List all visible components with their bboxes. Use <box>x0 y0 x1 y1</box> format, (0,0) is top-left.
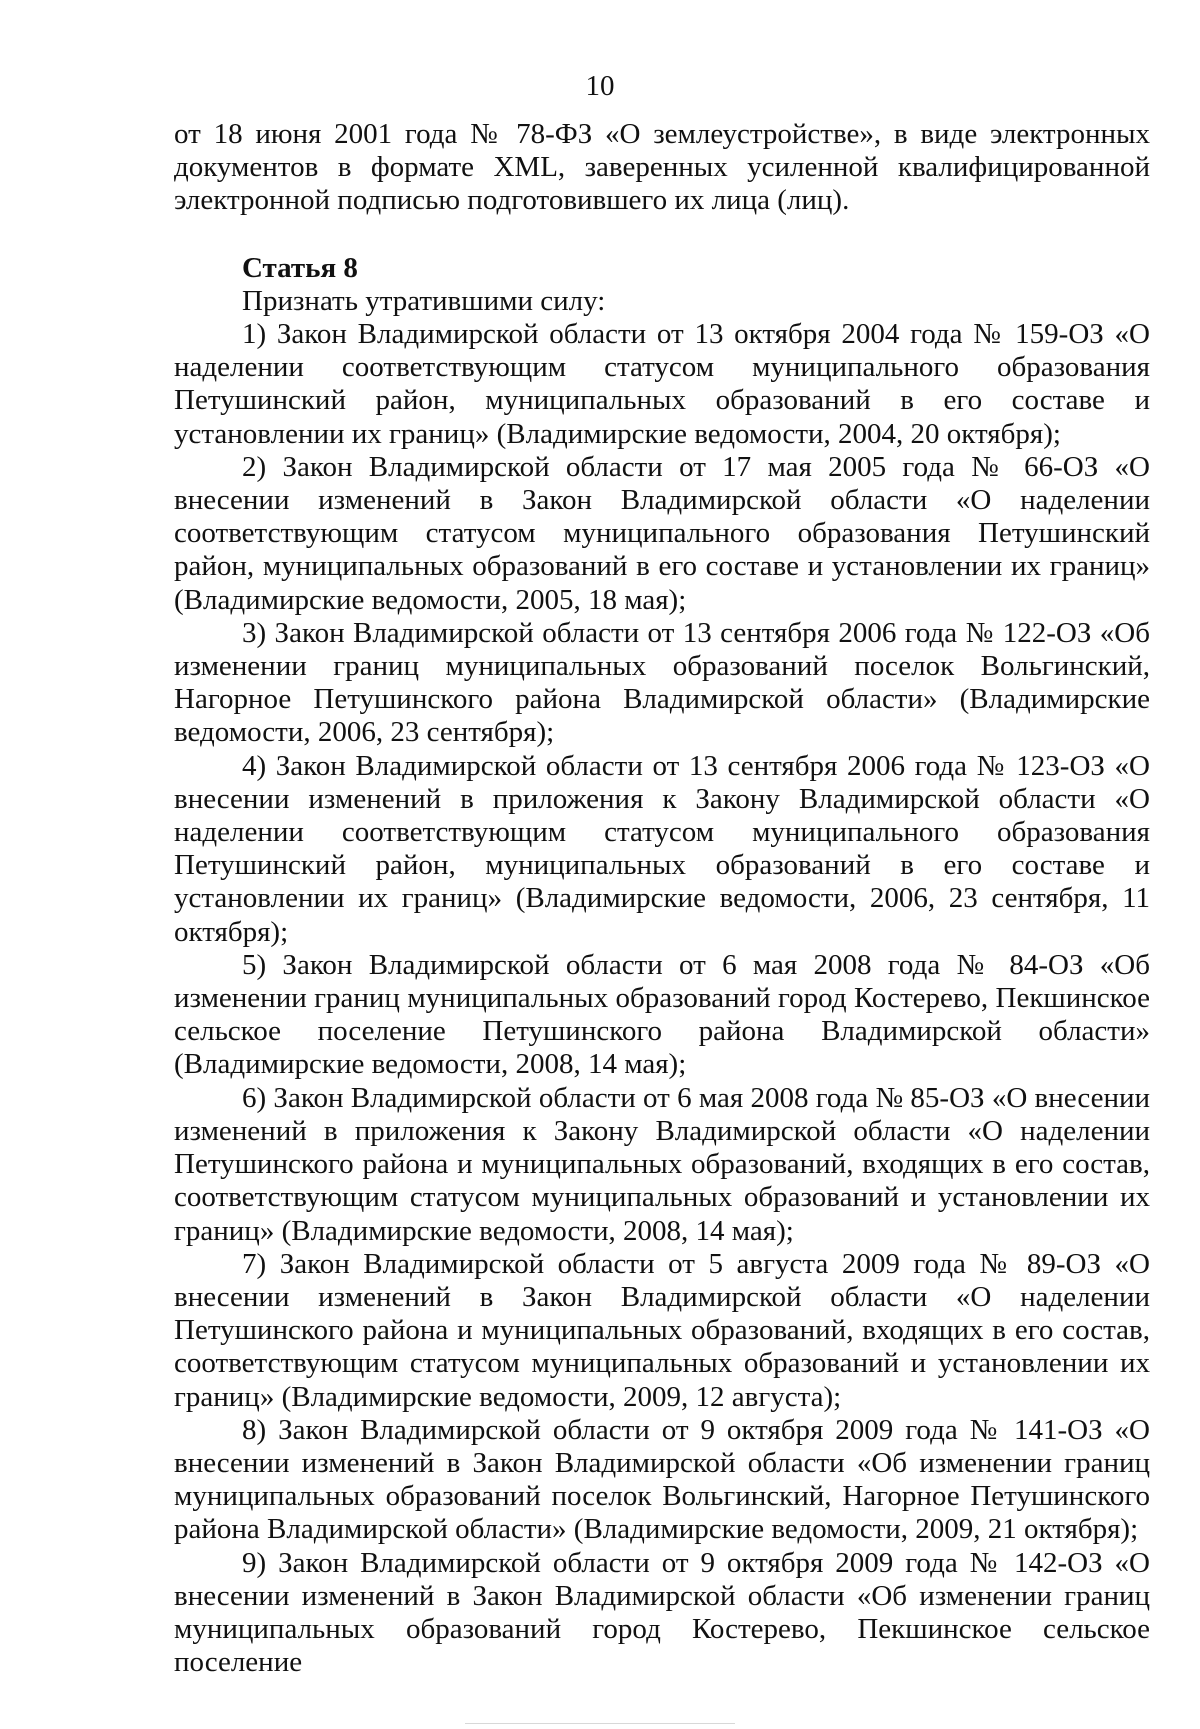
repealed-law-item-7: 7) Закон Владимирской области от 5 августа 2009 года № 89-ОЗ «О внесении изменений в Закон Владимирской области «О наделении Петушинского района и муниципальных образований, входящих в его состав, соответствующим статусом муниципальных образований и установлении их границ» (Владимирские ведомости, 2009, 12 августа); <box>174 1247 1150 1413</box>
intro-paragraph: от 18 июня 2001 года № 78-ФЗ «О землеустройстве», в виде электронных документов в формате XML, заверенных усиленной квалифицированной электронной подписью подготовившего их лица (лиц). <box>174 118 1150 217</box>
repealed-law-item-9: 9) Закон Владимирской области от 9 октября 2009 года № 142-ОЗ «О внесении изменений в Закон Владимирской области «Об изменении границ муниципальных образований город Костерево, Пекшинское сельское поселение <box>174 1546 1150 1679</box>
article-lead: Признать утратившими силу: <box>242 284 606 317</box>
article-heading: Статья 8 <box>242 251 358 284</box>
repealed-law-item-4: 4) Закон Владимирской области от 13 сентября 2006 года № 123-ОЗ «О внесении изменений в приложения к Закону Владимирской области «О наделении соответствующим статусом муниципального образования Петушинский район, муниципальных образований в его составе и установлении их границ» (Владимирские ведомости, 2006, 23 сентября, 11 октября); <box>174 749 1150 948</box>
repealed-law-item-6: 6) Закон Владимирской области от 6 мая 2008 года № 85-ОЗ «О внесении изменений в приложения к Закону Владимирской области «О наделении Петушинского района и муниципальных образований, входящих в его состав, соответствующим статусом муниципальных образований и установлении их границ» (Владимирские ведомости, 2008, 14 мая); <box>174 1081 1150 1247</box>
repealed-law-item-3: 3) Закон Владимирской области от 13 сентября 2006 года № 122-ОЗ «Об изменении границ муниципальных образований поселок Вольгинский, Нагорное Петушинского района Владимирской области» (Владимирские ведомости, 2006, 23 сентября); <box>174 616 1150 749</box>
repealed-law-item-2: 2) Закон Владимирской области от 17 мая 2005 года № 66-ОЗ «О внесении изменений в Закон Владимирской области «О наделении соответствующим статусом муниципального образования Петушинский район, муниципальных образований в его составе и установлении их границ» (Владимирские ведомости, 2005, 18 мая); <box>174 450 1150 616</box>
page-number: 10 <box>585 70 615 102</box>
page-bottom-divider <box>465 1723 735 1724</box>
repealed-law-item-1: 1) Закон Владимирской области от 13 октября 2004 года № 159-ОЗ «О наделении соответствующим статусом муниципального образования Петушинский район, муниципальных образований в его составе и установлении их границ» (Владимирские ведомости, 2004, 20 октября); <box>174 318 1150 450</box>
document-body <box>174 118 1150 1679</box>
repealed-law-item-5: 5) Закон Владимирской области от 6 мая 2008 года № 84-ОЗ «Об изменении границ муниципальных образований город Костерево, Пекшинское сельское поселение Петушинского района Владимирской области» (Владимирские ведомости, 2008, 14 мая); <box>174 948 1150 1081</box>
repealed-law-item-8: 8) Закон Владимирской области от 9 октября 2009 года № 141-ОЗ «О внесении изменений в Закон Владимирской области «Об изменении границ муниципальных образований поселок Вольгинский, Нагорное Петушинского района Владимирской области» (Владимирские ведомости, 2009, 21 октября); <box>174 1413 1150 1546</box>
